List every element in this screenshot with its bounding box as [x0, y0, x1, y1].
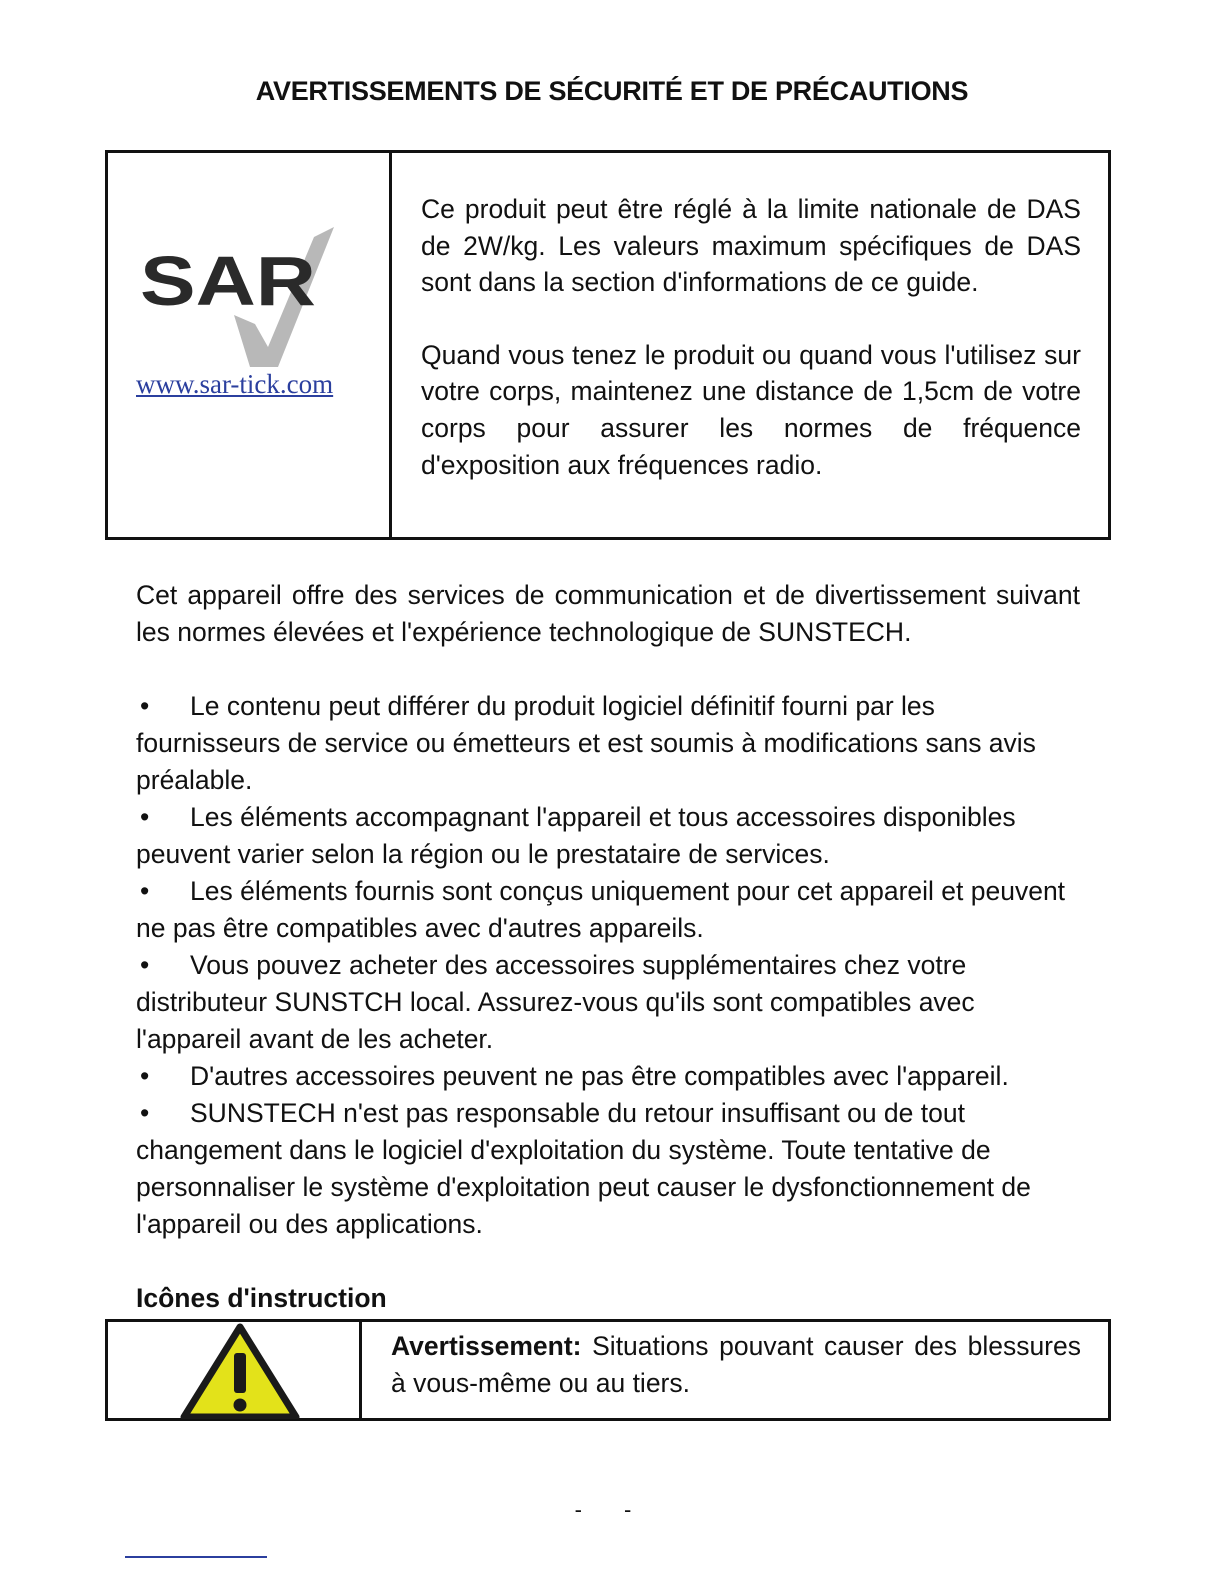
instruction-icons-table [105, 1319, 1111, 1421]
list-item [136, 947, 1080, 1058]
list-item-text: Les éléments accompagnant l'appareil et tous accessoires disponibles peuvent varier selon la région ou le prestataire de services. [136, 802, 1016, 869]
table-divider [359, 1322, 362, 1418]
intro-paragraph: Cet appareil offre des services de communication et de divertissement suivant les normes élevées et l'expérience technologique de SUNSTECH. [136, 580, 1080, 647]
warning-icon [180, 1323, 300, 1419]
table-divider [389, 153, 392, 537]
list-item-text: Vous pouvez acheter des accessoires supplémentaires chez votre distributeur SUNSTCH local. Assurez-vous qu'ils sont compatibles avec l'appareil avant de les acheter. [136, 950, 975, 1054]
bullet-icon: • [140, 1061, 150, 1091]
bullet-icon: • [140, 1098, 150, 1128]
list-item [136, 799, 1080, 873]
bullet-icon: • [140, 802, 150, 832]
warning-label: Avertissement: [391, 1331, 582, 1361]
instruction-icons-heading: Icônes d'instruction [136, 1283, 387, 1313]
list-item [136, 688, 1080, 799]
list-item [136, 1058, 1080, 1095]
sar-logo-text: SAR [140, 242, 316, 320]
list-item [136, 1095, 1080, 1243]
bullet-icon: • [140, 691, 150, 721]
warning-description [391, 1328, 1081, 1402]
page-title: AVERTISSEMENTS DE SÉCURITÉ ET DE PRÉCAUTIONS [255, 76, 969, 106]
list-item [136, 873, 1080, 947]
sar-tick-link[interactable]: www.sar-tick.com [136, 369, 334, 399]
sar-paragraph: Quand vous tenez le produit ou quand vous l'utilisez sur votre corps, maintenez une distance de 1,5cm de votre corps pour assurer les normes de fréquence d'exposition aux fréquences radio. [421, 339, 1081, 480]
sar-logo-icon [138, 197, 338, 367]
list-item-text: D'autres accessoires peuvent ne pas être compatibles avec l'appareil. [190, 1061, 1009, 1091]
sar-info-box [105, 150, 1111, 540]
sar-description [421, 191, 1081, 519]
precautions-list [136, 688, 1080, 1243]
list-item-text: Le contenu peut différer du produit logiciel définitif fourni par les fournisseurs de service ou émetteurs et est soumis à modifications sans avis préalable. [136, 691, 1036, 795]
list-item-text: Les éléments fournis sont conçus uniquement pour cet appareil et peuvent ne pas être compatibles avec d'autres appareils. [136, 876, 1066, 943]
list-item-text: SUNSTECH n'est pas responsable du retour insuffisant ou de tout changement dans le logiciel d'exploitation du système. Toute tentative de personnaliser le système d'exploitation peut causer le dysfonctionnement de l'appareil ou des applications. [136, 1098, 1031, 1239]
bullet-icon: • [140, 950, 150, 980]
warning-text: Situations pouvant causer des blessures à vous-même ou au tiers. [391, 1331, 1081, 1398]
bullet-icon: • [140, 876, 150, 906]
sar-paragraph: Ce produit peut être réglé à la limite nationale de DAS de 2W/kg. Les valeurs maximum spécifiques de DAS sont dans la section d'informations de ce guide. [421, 194, 1081, 298]
footnote-rule [125, 1556, 267, 1558]
page-number: - - [574, 1497, 650, 1522]
